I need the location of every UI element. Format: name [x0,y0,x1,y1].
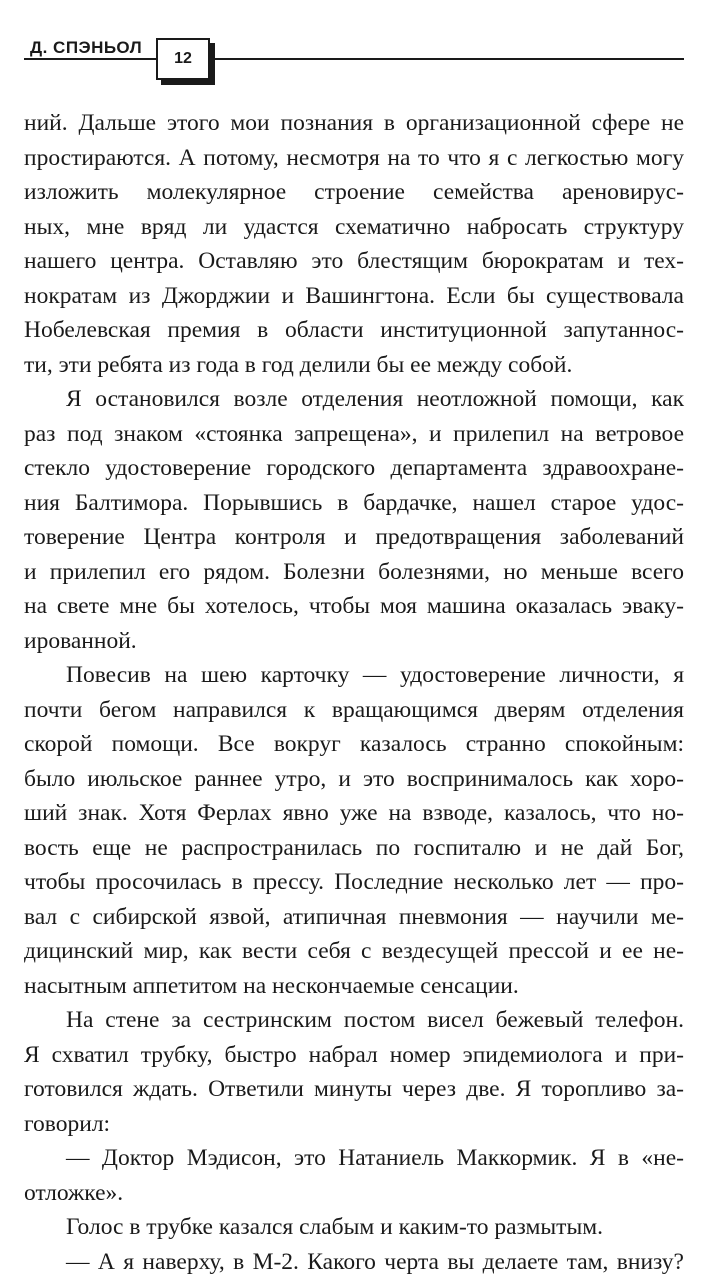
text-line: На стене за сестринским постом висел бежевый телефон. [24,1003,684,1038]
text-line: Голос в трубке казался слабым и каким-то размытым. [24,1210,684,1245]
body-text [24,106,684,1279]
text-line: ированной. [24,624,684,659]
text-line: готовился ждать. Ответили минуты через две. Я торопливо за- [24,1072,684,1107]
text-line: нашего центра. Оставляю это блестящим бюрократам и тех- [24,244,684,279]
text-line: почти бегом направился к вращающимся дверям отделения [24,693,684,728]
text-line: скорой помощи. Все вокруг казалось странно спокойным: [24,727,684,762]
text-line: и прилепил его рядом. Болезни болезнями, но меньше всего [24,555,684,590]
text-line: вость еще не распространилась по госпиталю и не дай Бог, [24,831,684,866]
text-line: Я схватил трубку, быстро набрал номер эпидемиолога и при- [24,1038,684,1073]
text-line: Нобелевская премия в области институционной запутаннос- [24,313,684,348]
text-line: простираются. А потому, несмотря на то что я с легкостью могу [24,141,684,176]
text-line: ния Балтимора. Порывшись в бардачке, нашел старое удос- [24,486,684,521]
text-line: раз под знаком «стоянка запрещена», и прилепил на ветровое [24,417,684,452]
page-number-box [156,38,210,80]
header-rule-left [24,58,156,60]
text-line: отложке». [24,1176,684,1211]
text-line: ший знак. Хотя Ферлах явно уже на взводе, казалось, что но- [24,796,684,831]
text-line: было июльское раннее утро, и это воспринималось как хоро- [24,762,684,797]
text-line: ти, эти ребята из года в год делили бы ее между собой. [24,348,684,383]
text-line: — Доктор Мэдисон, это Натаниель Маккормик. Я в «не- [24,1141,684,1176]
text-line: ных, мне вряд ли удастся схематично набросать структуру [24,210,684,245]
text-line: Повесив на шею карточку — удостоверение личности, я [24,658,684,693]
text-line: ний. Дальше этого мои познания в организационной сфере не [24,106,684,141]
author-name: Д. СПЭНЬОЛ [30,38,142,58]
header-rule-right [214,58,684,60]
text-line: нократам из Джорджии и Вашингтона. Если бы существовала [24,279,684,314]
text-line: вал с сибирской язвой, атипичная пневмония — научили ме- [24,900,684,935]
running-header [24,30,684,86]
text-line: дицинский мир, как вести себя с вездесущей прессой и ее не- [24,934,684,969]
text-line: изложить молекулярное строение семейства ареновирус- [24,175,684,210]
text-line: насытным аппетитом на нескончаемые сенсации. [24,969,684,1004]
text-line: стекло удостоверение городского департамента здравоохране- [24,451,684,486]
text-line: Я остановился возле отделения неотложной помощи, как [24,382,684,417]
text-line: чтобы просочилась в прессу. Последние несколько лет — про- [24,865,684,900]
text-line: товерение Центра контроля и предотвращения заболеваний [24,520,684,555]
text-line: на свете мне бы хотелось, чтобы моя машина оказалась эваку- [24,589,684,624]
page-number: 12 [174,50,192,68]
text-line: — А я наверху, в М-2. Какого черта вы делаете там, внизу? [24,1245,684,1279]
text-line: говорил: [24,1107,684,1142]
